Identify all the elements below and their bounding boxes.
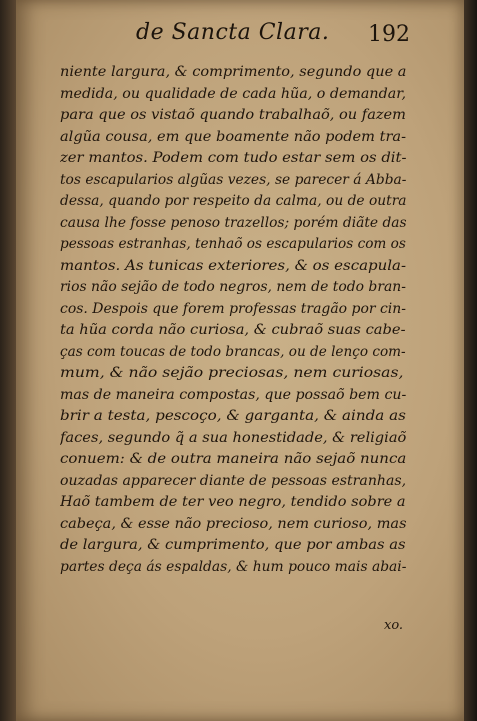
text-line: ta hũa corda não curiosa, & cubraõ suas cabe- xyxy=(60,322,406,338)
running-head: de Sancta Clara. xyxy=(136,20,330,45)
text-line: mum, & não sejão preciosas, nem curiosas, xyxy=(60,365,404,381)
text-line: tos escapularios algũas vezes, se parecer á Abba- xyxy=(60,171,407,188)
text-line: para que os vistaõ quando trabalhaõ, ou fazem xyxy=(60,107,406,123)
text-line: rios não sejão de todo negros, nem de todo bran- xyxy=(60,279,406,295)
text-line: cos. Despois que forem professas tragão por cin- xyxy=(60,300,406,317)
text-line: mantos. As tunicas exteriores, & os escapula- xyxy=(60,257,407,274)
text-line: zer mantos. Podem com tudo estar sem os dit- xyxy=(60,150,406,166)
text-line: faces, segundo q̃ a sua honestidade, & religiaõ xyxy=(60,429,407,446)
text-line: pessoas estranhas, tenhaõ os escapularios com os xyxy=(60,236,406,252)
text-line: cabeça, & esse não precioso, nem curioso, mas xyxy=(60,515,407,532)
text-line: conuem: & de outra maneira não sejaõ nunca xyxy=(60,451,407,467)
text-line: niente largura, & comprimento, segundo que a xyxy=(60,64,407,80)
text-line: partes deça ás espaldas, & hum pouco mais abai- xyxy=(60,558,407,575)
catchword: xo. xyxy=(384,618,404,633)
text-line: Haõ tambem de ter veo negro, tendido sobre a xyxy=(60,494,406,510)
book-gutter xyxy=(0,0,16,721)
text-line: mas de maneira compostas, que possaõ bem cu- xyxy=(60,386,406,403)
page-number: 192 xyxy=(368,22,410,47)
book-edge xyxy=(464,0,477,721)
text-line: medida, ou qualidade de cada hũa, o demandar, xyxy=(60,85,406,102)
book-page xyxy=(16,0,464,721)
text-line: ouzadas apparecer diante de pessoas estranhas, xyxy=(60,472,407,489)
text-line: brir a testa, pescoço, & garganta, & ainda as xyxy=(60,408,406,424)
text-line: dessa, quando por respeito da calma, ou de outra xyxy=(60,193,407,209)
text-line: de largura, & cumprimento, que por ambas as xyxy=(60,537,406,553)
text-line: algũa cousa, em que boamente não podem tra- xyxy=(60,128,406,145)
text-line: causa lhe fosse penoso trazellos; porém diãte das xyxy=(60,214,407,231)
body-text xyxy=(60,62,406,578)
text-line: ças com toucas de todo brancas, ou de lenço com- xyxy=(60,343,406,360)
